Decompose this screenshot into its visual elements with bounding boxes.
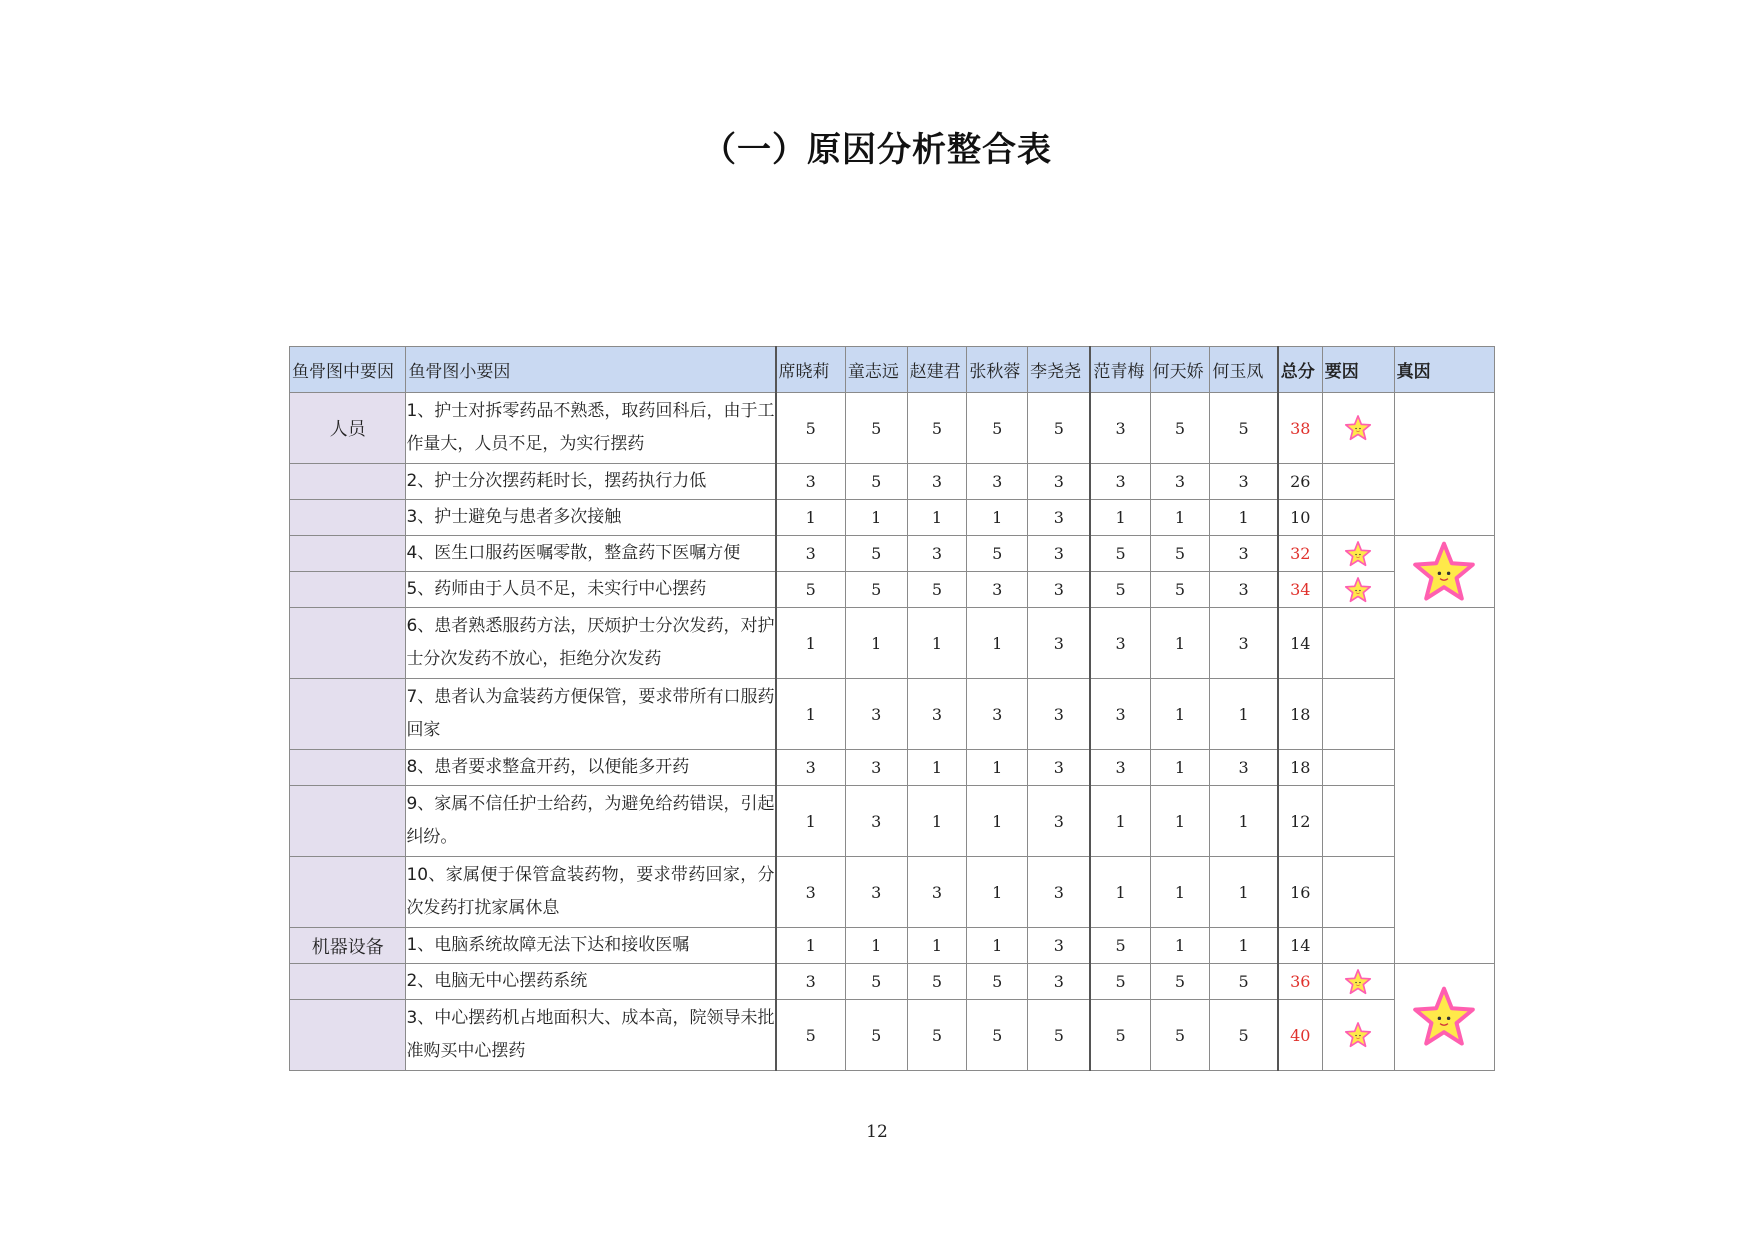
score-cell: 5: [845, 536, 907, 572]
sub-cause-cell: 1、护士对拆零药品不熟悉，取药回科后，由于工作量大，人员不足，为实行摆药: [406, 393, 776, 464]
score-cell: 1: [907, 500, 967, 536]
score-cell: 3: [1028, 679, 1091, 750]
score-cell: 3: [1090, 750, 1150, 786]
header-rater: 何天娇: [1150, 347, 1210, 393]
total-score-cell: 14: [1278, 608, 1323, 679]
table-row: [290, 608, 1495, 679]
header-sub-cause: 鱼骨图小要因: [406, 347, 776, 393]
score-cell: 3: [1028, 928, 1091, 964]
sub-cause-cell: 7、患者认为盒装药方便保管，要求带所有口服药回家: [406, 679, 776, 750]
total-score-cell: 36: [1278, 964, 1323, 1000]
score-cell: 1: [776, 786, 846, 857]
sub-cause-cell: 9、家属不信任护士给药，为避免给药错误，引起纠纷。: [406, 786, 776, 857]
header-rater: 何玉凤: [1210, 347, 1278, 393]
score-cell: 1: [1150, 500, 1210, 536]
table-row: [290, 393, 1495, 464]
score-cell: 5: [1090, 1000, 1150, 1071]
score-cell: 5: [1150, 572, 1210, 608]
score-cell: 3: [1028, 608, 1091, 679]
score-cell: 5: [907, 572, 967, 608]
score-cell: 5: [967, 964, 1028, 1000]
sub-cause-cell: 8、患者要求整盒开药，以便能多开药: [406, 750, 776, 786]
smiling-star-icon: [1411, 539, 1477, 605]
score-cell: 1: [1210, 679, 1278, 750]
smiling-star-icon: [1344, 968, 1372, 996]
main-cause-cell: [290, 857, 406, 928]
score-cell: 5: [1028, 393, 1091, 464]
table-row: [290, 857, 1495, 928]
sub-cause-cell: 5、药师由于人员不足，未实行中心摆药: [406, 572, 776, 608]
key-cause-cell: [1322, 536, 1394, 572]
score-cell: 3: [776, 750, 846, 786]
score-cell: 3: [907, 536, 967, 572]
score-cell: 1: [967, 750, 1028, 786]
key-cause-cell: [1322, 393, 1394, 464]
score-cell: 5: [1210, 393, 1278, 464]
score-cell: 3: [907, 464, 967, 500]
smiling-star-icon: [1411, 984, 1477, 1050]
score-cell: 1: [1210, 786, 1278, 857]
score-cell: 1: [967, 500, 1028, 536]
score-cell: 1: [1150, 750, 1210, 786]
score-cell: 1: [1150, 786, 1210, 857]
smiling-star-icon: [1344, 540, 1372, 568]
main-cause-cell: [290, 1000, 406, 1071]
total-score-cell: 10: [1278, 500, 1323, 536]
key-cause-cell: [1322, 464, 1394, 500]
score-cell: 1: [845, 608, 907, 679]
score-cell: 3: [776, 536, 846, 572]
score-cell: 1: [1150, 608, 1210, 679]
main-cause-cell: [290, 679, 406, 750]
score-cell: 1: [907, 786, 967, 857]
total-score-cell: 40: [1278, 1000, 1323, 1071]
total-score-cell: 34: [1278, 572, 1323, 608]
score-cell: 3: [1210, 536, 1278, 572]
header-main-cause: 鱼骨图中要因: [290, 347, 406, 393]
score-cell: 3: [1210, 750, 1278, 786]
key-cause-cell: [1322, 750, 1394, 786]
main-cause-cell: 机器设备: [290, 928, 406, 964]
score-cell: 1: [1210, 857, 1278, 928]
main-cause-cell: [290, 536, 406, 572]
score-cell: 3: [845, 857, 907, 928]
score-cell: 5: [845, 1000, 907, 1071]
header-rater: 赵建君: [907, 347, 967, 393]
score-cell: 3: [907, 679, 967, 750]
main-cause-cell: [290, 608, 406, 679]
score-cell: 1: [967, 608, 1028, 679]
score-cell: 5: [845, 964, 907, 1000]
score-cell: 1: [1150, 679, 1210, 750]
key-cause-cell: [1322, 964, 1394, 1000]
real-cause-cell: [1394, 964, 1494, 1071]
key-cause-cell: [1322, 572, 1394, 608]
score-cell: 3: [776, 964, 846, 1000]
score-cell: 5: [967, 393, 1028, 464]
total-score-cell: 38: [1278, 393, 1323, 464]
score-cell: 1: [776, 500, 846, 536]
header-rater: 童志远: [845, 347, 907, 393]
score-cell: 5: [845, 464, 907, 500]
main-cause-cell: [290, 572, 406, 608]
score-cell: 1: [907, 750, 967, 786]
table-row: [290, 500, 1495, 536]
page-number: 12: [866, 1122, 888, 1142]
sub-cause-cell: 3、护士避免与患者多次接触: [406, 500, 776, 536]
score-cell: 3: [1028, 572, 1091, 608]
total-score-cell: 18: [1278, 750, 1323, 786]
score-cell: 1: [1150, 928, 1210, 964]
table-row: [290, 964, 1495, 1000]
score-cell: 5: [1090, 964, 1150, 1000]
real-cause-cell: [1394, 393, 1494, 536]
score-cell: 1: [967, 786, 1028, 857]
score-cell: 5: [1150, 964, 1210, 1000]
key-cause-cell: [1322, 857, 1394, 928]
score-cell: 3: [1090, 393, 1150, 464]
header-key-cause: 要因: [1322, 347, 1394, 393]
score-cell: 1: [1090, 786, 1150, 857]
real-cause-cell: [1394, 608, 1494, 964]
header-total: 总分: [1278, 347, 1323, 393]
header-rater: 范青梅: [1090, 347, 1150, 393]
score-cell: 5: [1090, 928, 1150, 964]
table-row: [290, 679, 1495, 750]
score-cell: 1: [776, 608, 846, 679]
header-rater: 李尧尧: [1028, 347, 1091, 393]
cause-analysis-table: [289, 346, 1495, 1071]
score-cell: 5: [1210, 964, 1278, 1000]
score-cell: 3: [1028, 500, 1091, 536]
total-score-cell: 12: [1278, 786, 1323, 857]
sub-cause-cell: 2、电脑无中心摆药系统: [406, 964, 776, 1000]
total-score-cell: 32: [1278, 536, 1323, 572]
score-cell: 5: [1090, 572, 1150, 608]
key-cause-cell: [1322, 928, 1394, 964]
score-cell: 3: [776, 857, 846, 928]
sub-cause-cell: 10、家属便于保管盒装药物，要求带药回家，分次发药打扰家属休息: [406, 857, 776, 928]
score-cell: 3: [1090, 608, 1150, 679]
key-cause-cell: [1322, 679, 1394, 750]
score-cell: 5: [907, 1000, 967, 1071]
score-cell: 1: [1150, 857, 1210, 928]
score-cell: 3: [1028, 750, 1091, 786]
sub-cause-cell: 6、患者熟悉服药方法，厌烦护士分次发药，对护士分次发药不放心，拒绝分次发药: [406, 608, 776, 679]
real-cause-cell: [1394, 536, 1494, 608]
score-cell: 1: [1210, 500, 1278, 536]
score-cell: 1: [845, 928, 907, 964]
score-cell: 1: [1090, 500, 1150, 536]
score-cell: 5: [1028, 1000, 1091, 1071]
score-cell: 1: [907, 608, 967, 679]
score-cell: 3: [1090, 679, 1150, 750]
score-cell: 3: [907, 857, 967, 928]
smiling-star-icon: [1344, 1021, 1372, 1049]
smiling-star-icon: [1344, 576, 1372, 604]
header-rater: 席晓莉: [776, 347, 846, 393]
header-real-cause: 真因: [1394, 347, 1494, 393]
score-cell: 3: [845, 679, 907, 750]
table-header-row: [290, 347, 1495, 393]
score-cell: 3: [1210, 608, 1278, 679]
score-cell: 3: [1028, 964, 1091, 1000]
main-cause-cell: [290, 500, 406, 536]
score-cell: 5: [776, 393, 846, 464]
score-cell: 5: [967, 1000, 1028, 1071]
score-cell: 3: [967, 572, 1028, 608]
table-row: [290, 1000, 1495, 1071]
table-row: [290, 464, 1495, 500]
score-cell: 3: [1150, 464, 1210, 500]
score-cell: 1: [967, 857, 1028, 928]
score-cell: 5: [1090, 536, 1150, 572]
score-cell: 1: [1090, 857, 1150, 928]
table-body: [290, 393, 1495, 1071]
table-row: [290, 572, 1495, 608]
score-cell: 5: [776, 572, 846, 608]
sub-cause-cell: 3、中心摆药机占地面积大、成本高，院领导未批准购买中心摆药: [406, 1000, 776, 1071]
score-cell: 5: [1150, 536, 1210, 572]
main-cause-cell: [290, 464, 406, 500]
total-score-cell: 18: [1278, 679, 1323, 750]
sub-cause-cell: 2、护士分次摆药耗时长，摆药执行力低: [406, 464, 776, 500]
score-cell: 1: [1210, 928, 1278, 964]
main-cause-cell: [290, 786, 406, 857]
smiling-star-icon: [1344, 414, 1372, 442]
score-cell: 5: [845, 393, 907, 464]
page-title: （一）原因分析整合表: [702, 130, 1052, 170]
key-cause-cell: [1322, 608, 1394, 679]
score-cell: 3: [845, 750, 907, 786]
score-cell: 1: [967, 928, 1028, 964]
score-cell: 5: [1150, 1000, 1210, 1071]
total-score-cell: 26: [1278, 464, 1323, 500]
score-cell: 1: [907, 928, 967, 964]
header-rater: 张秋蓉: [967, 347, 1028, 393]
score-cell: 5: [907, 964, 967, 1000]
score-cell: 3: [776, 464, 846, 500]
total-score-cell: 16: [1278, 857, 1323, 928]
score-cell: 3: [967, 464, 1028, 500]
score-cell: 3: [1028, 857, 1091, 928]
table-row: [290, 536, 1495, 572]
table-row: [290, 786, 1495, 857]
key-cause-cell: [1322, 1000, 1394, 1071]
score-cell: 3: [1028, 536, 1091, 572]
score-cell: 3: [1210, 464, 1278, 500]
score-cell: 3: [845, 786, 907, 857]
score-cell: 5: [776, 1000, 846, 1071]
score-cell: 1: [845, 500, 907, 536]
main-cause-cell: [290, 750, 406, 786]
score-cell: 5: [1210, 1000, 1278, 1071]
main-cause-cell: 人员: [290, 393, 406, 464]
score-cell: 5: [907, 393, 967, 464]
score-cell: 5: [845, 572, 907, 608]
sub-cause-cell: 4、医生口服药医嘱零散，整盒药下医嘱方便: [406, 536, 776, 572]
table-row: [290, 928, 1495, 964]
score-cell: 1: [776, 679, 846, 750]
main-cause-cell: [290, 964, 406, 1000]
score-cell: 3: [1210, 572, 1278, 608]
score-cell: 1: [776, 928, 846, 964]
score-cell: 3: [1090, 464, 1150, 500]
total-score-cell: 14: [1278, 928, 1323, 964]
score-cell: 5: [967, 536, 1028, 572]
score-cell: 3: [967, 679, 1028, 750]
sub-cause-cell: 1、电脑系统故障无法下达和接收医嘱: [406, 928, 776, 964]
key-cause-cell: [1322, 500, 1394, 536]
score-cell: 3: [1028, 464, 1091, 500]
key-cause-cell: [1322, 786, 1394, 857]
score-cell: 3: [1028, 786, 1091, 857]
table-row: [290, 750, 1495, 786]
score-cell: 5: [1150, 393, 1210, 464]
